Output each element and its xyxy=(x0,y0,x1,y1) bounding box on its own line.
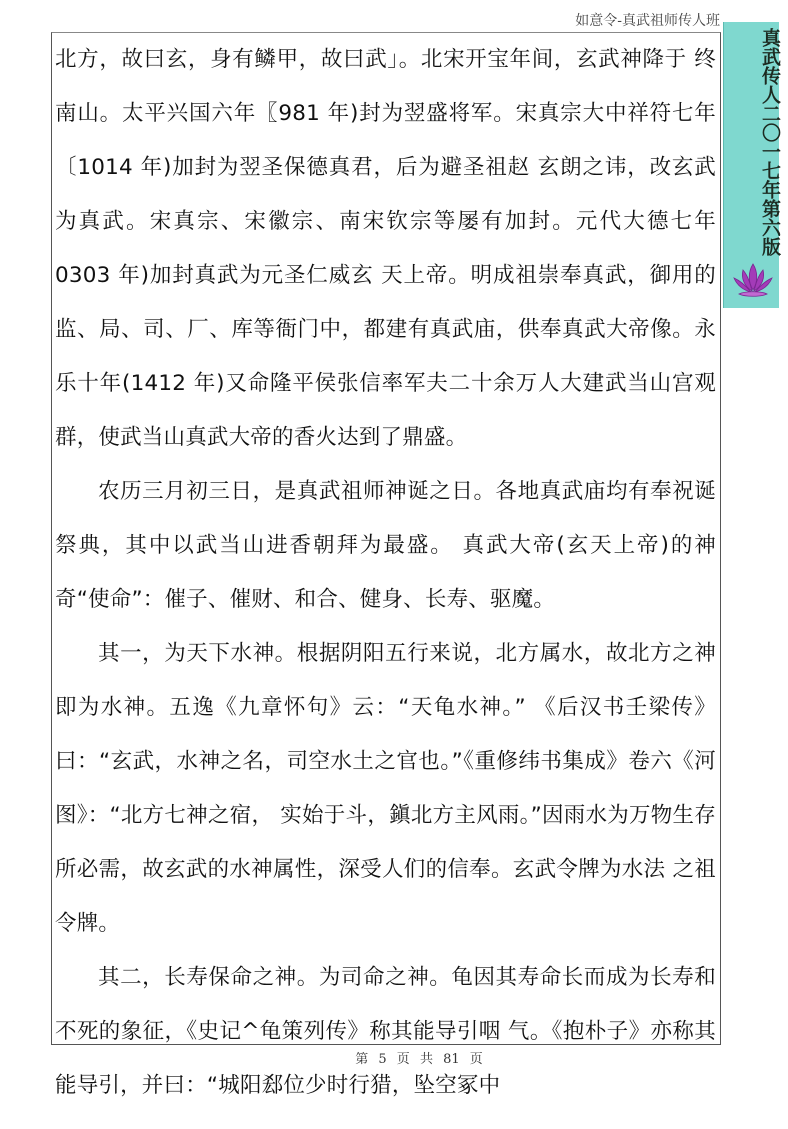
footer-label-ye: 页 xyxy=(396,1052,410,1067)
lotus-icon xyxy=(731,260,775,300)
page-footer xyxy=(0,1048,788,1067)
edition-side-tab xyxy=(723,22,779,308)
paragraph-1: 北方，故曰玄，身有鳞甲，故曰武」。北宋开宝年间，玄武神降于 终南山。太平兴国六年〖981 年)封为翌盛将军。宋真宗大中祥符七年〔1014 年)加封为翌圣保德真君，后为避圣祖赵 玄朗之讳，改玄武为真武。宋真宗、宋徽宗、南宋钦宗等屡有加封。元代大德七年 0303 年)加封真武为元圣仁威玄 天上帝。明成祖崇奉真武，御用的监、局、司、厂、库等衙门中，都建有真武庙，供奉真武大帝像。永乐十年(1412 年)又命隆平侯张信率军夫二十余万人大建武当山宫观群，使武当山真武大帝的香火达到了鼎盛。 xyxy=(55,47,716,450)
footer-total-pages: 81 xyxy=(443,1052,460,1067)
edition-label: 真武传人二〇一七年第六版 xyxy=(759,28,781,256)
footer-page-number: 5 xyxy=(378,1052,387,1067)
paragraph-2: 农历三月初三日，是真武祖师神诞之日。各地真武庙均有奉祝诞祭典，其中以武当山进香朝拜为最盛。 真武大帝(玄天上帝)的神奇“使命”：催子、催财、和合、健身、长寿、驱魔。 xyxy=(55,479,716,612)
paragraph-4: 其二，长寿保命之神。为司命之神。龟因其寿命长而成为长寿和不死的象征，《史记^龟策列传》称其能导引咽 气。《抱朴子》亦称其能导引，并曰：“城阳郄位少时行猎，坠空冢中 xyxy=(55,965,716,1098)
footer-label-di: 第 xyxy=(355,1052,369,1067)
text-frame xyxy=(51,32,721,1098)
footer-label-gong: 共 xyxy=(419,1052,433,1067)
document-header-title: 如意令-真武祖师传人班 xyxy=(575,13,720,29)
footer-label-ye-2: 页 xyxy=(469,1052,483,1067)
document-body xyxy=(52,33,720,1113)
paragraph-3: 其一，为天下水神。根据阴阳五行来说，北方属水，故北方之神即为水神。五逸《九章怀句》云：“天龟水神。” 《后汉书壬梁传》曰：“玄武，水神之名，司空水土之官也。”《重修纬书集成》卷六《河图》：“北方七神之宿， 实始于斗，鎭北方主风雨。”因雨水为万物生存所必需，故玄武的水神属性，深受人们的信奉。玄武令牌为水法 之祖令牌。 xyxy=(55,641,716,936)
